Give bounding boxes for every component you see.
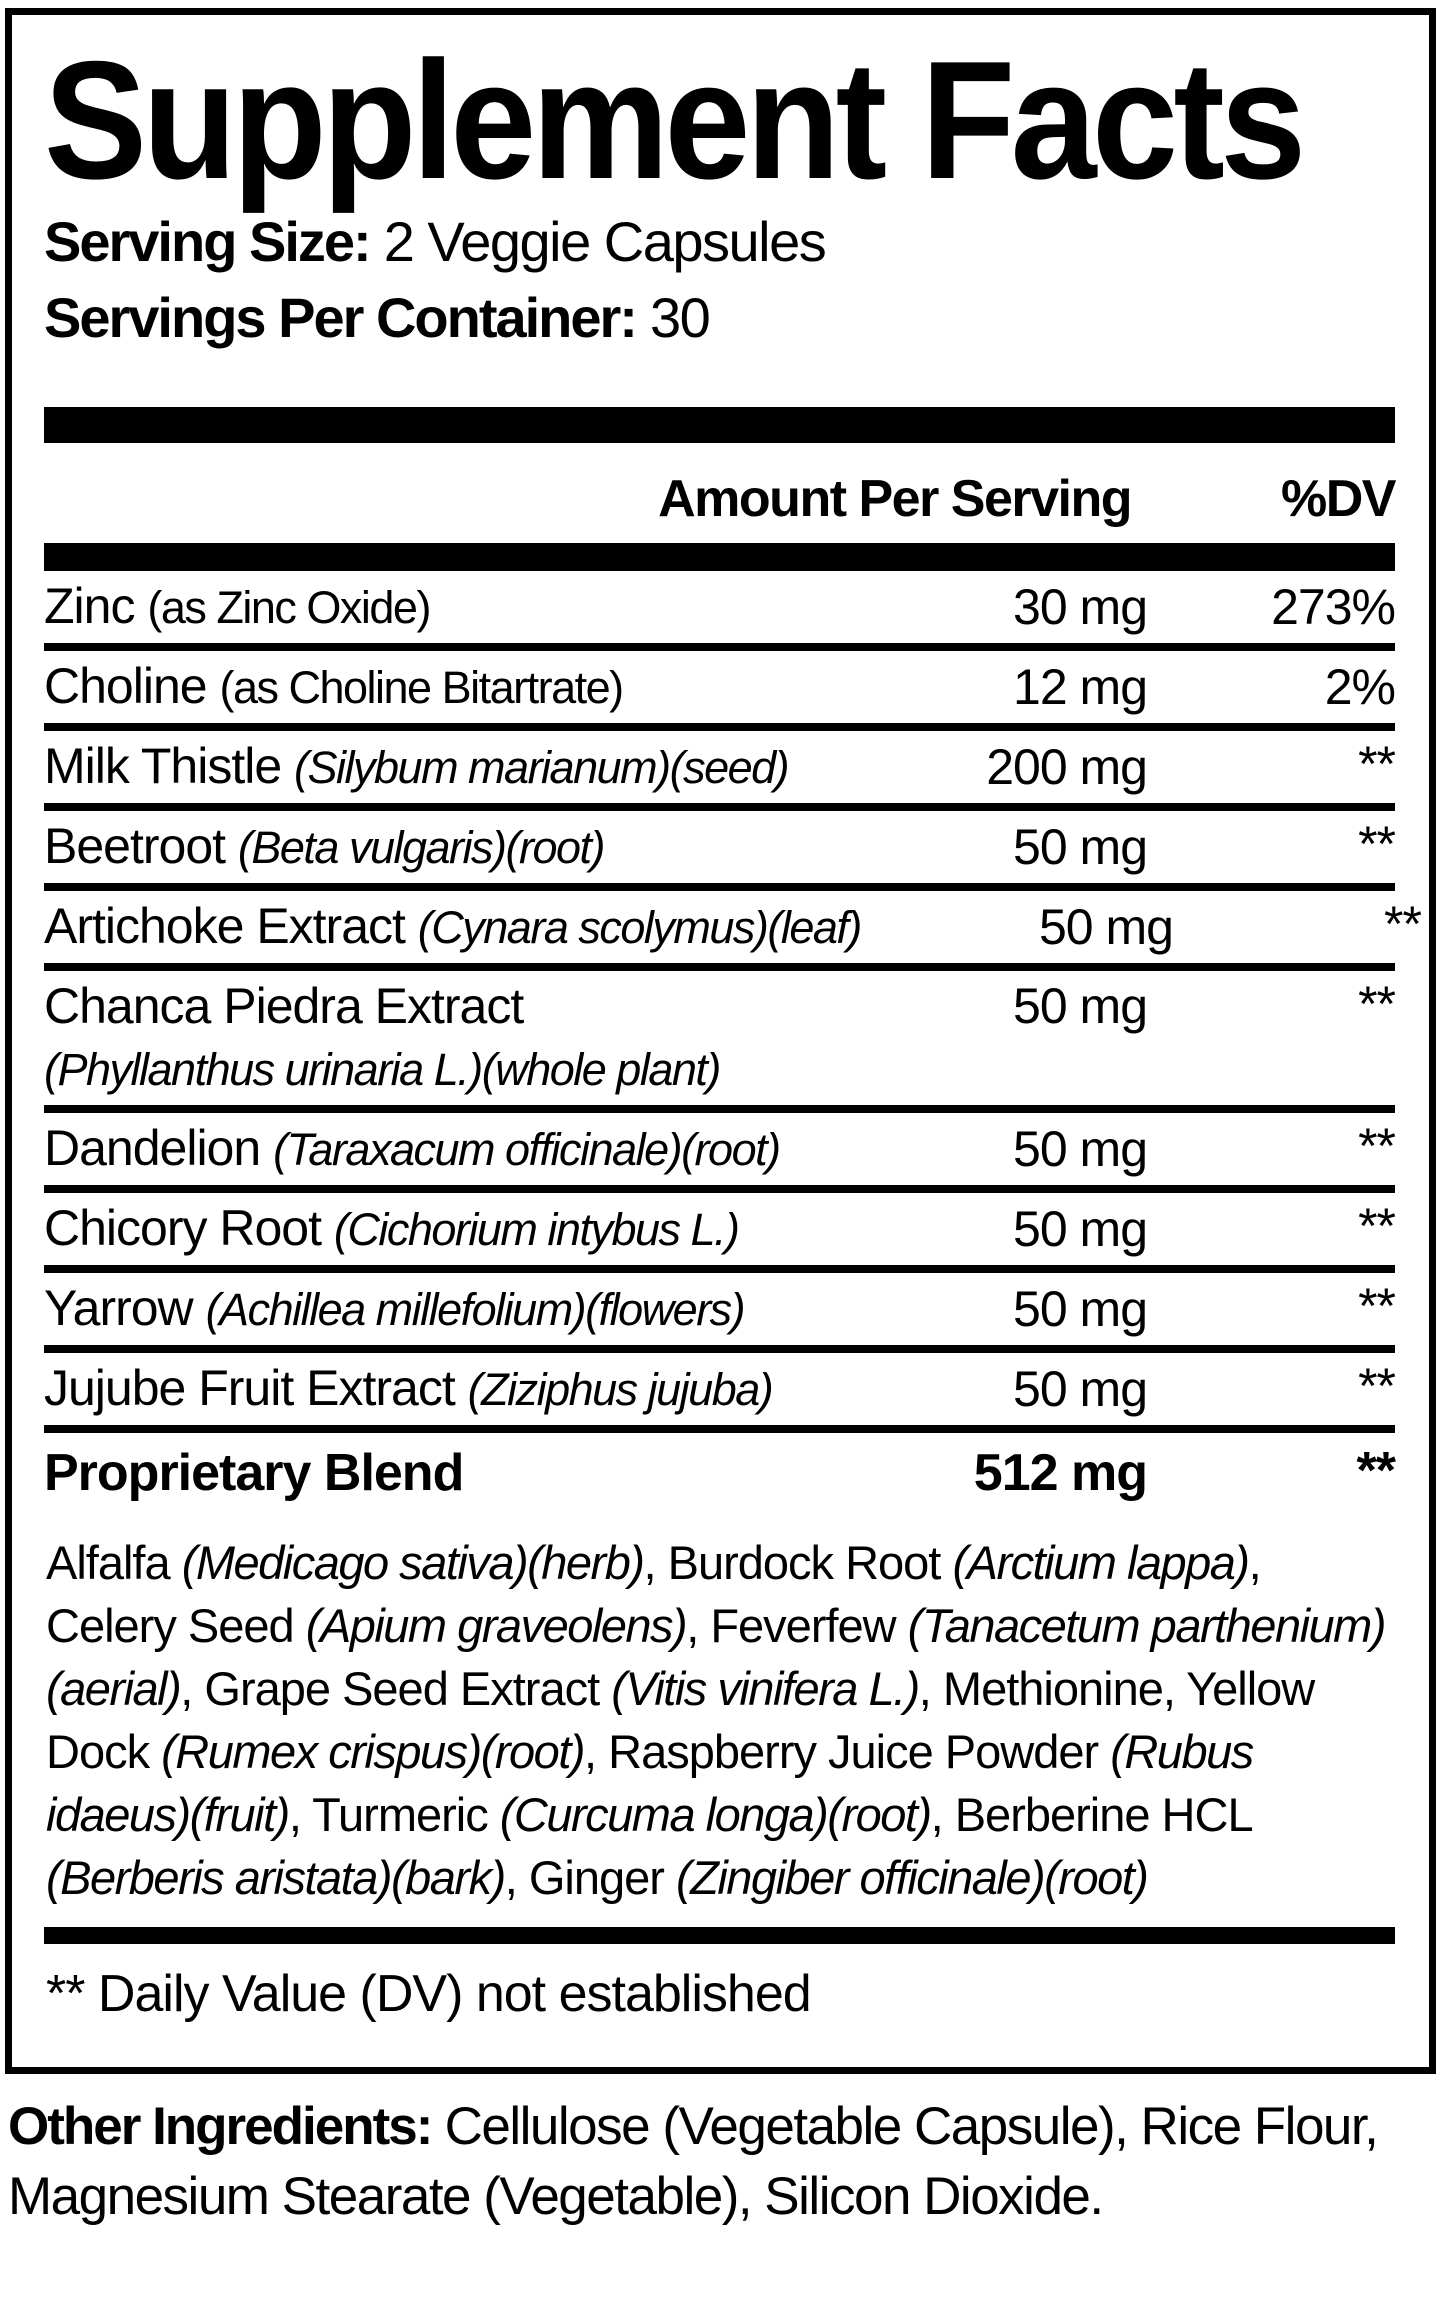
ingredient-dv: ** — [1358, 1197, 1395, 1254]
ingredient-amount: 512 mg — [973, 1443, 1147, 1502]
ingredient-dv: ** — [1358, 1357, 1395, 1414]
table-row-jujube — [44, 1353, 1395, 1425]
ingredient-dv: 273% — [1271, 578, 1395, 635]
row-divider — [44, 643, 1395, 651]
blend-latin-name: (Medicago sativa)(herb) — [181, 1535, 644, 1589]
table-row-chanca-piedra — [44, 971, 1395, 1105]
ingredient-amount: 50 mg — [1013, 818, 1147, 875]
ingredient-name: Chicory Root — [44, 1199, 334, 1256]
blend-segment: , Berberine HCL — [930, 1787, 1251, 1841]
ingredient-amount: 200 mg — [986, 738, 1147, 795]
serving-size-label: Serving Size: — [44, 209, 370, 273]
divider-bar-footnote — [44, 1927, 1395, 1944]
blend-segment: , Ginger — [504, 1850, 676, 1904]
ingredient-amount: 50 mg — [1013, 1280, 1147, 1337]
ingredient-latin-name: (Ziziphus jujuba) — [467, 1363, 773, 1415]
blend-latin-name: (Berberis aristata)(bark) — [46, 1850, 505, 1904]
ingredient-amount: 50 mg — [1013, 1360, 1147, 1417]
blend-segment: , Methionine, Yellow Dock — [46, 1661, 1315, 1778]
blend-segment: , Burdock Root — [643, 1535, 953, 1589]
header-percent-dv: %DV — [1281, 469, 1395, 528]
table-row-proprietary-blend — [44, 1433, 1395, 1505]
row-divider — [44, 1265, 1395, 1273]
ingredient-amount: 50 mg — [1013, 1120, 1147, 1177]
ingredient-detail: (as Choline Bitartrate) — [219, 661, 623, 713]
row-divider — [44, 963, 1395, 971]
ingredient-name: Chanca Piedra Extract — [44, 977, 524, 1034]
row-divider — [44, 1185, 1395, 1193]
blend-segment: , Feverfew — [686, 1598, 908, 1652]
ingredient-dv: ** — [1358, 1277, 1395, 1334]
ingredient-amount: 50 mg — [1013, 977, 1147, 1034]
ingredient-dv: ** — [1358, 1117, 1395, 1174]
serving-size-line — [44, 207, 1395, 277]
ingredient-name: Yarrow — [44, 1279, 206, 1336]
table-header-row — [44, 443, 1395, 543]
table-row-yarrow — [44, 1273, 1395, 1345]
row-divider — [44, 1105, 1395, 1113]
other-ingredients — [8, 2092, 1440, 2232]
table-row-artichoke — [44, 891, 1421, 963]
daily-value-footnote: ** Daily Value (DV) not established — [46, 1964, 811, 2023]
blend-segment: , Celery Seed — [46, 1535, 1261, 1652]
table-row-dandelion — [44, 1113, 1395, 1185]
ingredient-amount: 50 mg — [1013, 1200, 1147, 1257]
ingredient-name: Milk Thistle — [44, 737, 295, 794]
row-divider — [44, 1345, 1395, 1353]
table-row-zinc — [44, 571, 1395, 643]
divider-bar-header — [44, 543, 1395, 571]
row-divider — [44, 723, 1395, 731]
ingredient-latin-name: (Cichorium intybus L.) — [333, 1203, 739, 1255]
ingredient-name: Choline — [44, 657, 220, 714]
ingredient-amount: 50 mg — [1038, 898, 1173, 955]
ingredient-dv: ** — [1358, 815, 1395, 872]
blend-segment: Alfalfa — [46, 1535, 182, 1589]
ingredient-dv: ** — [1358, 735, 1395, 792]
ingredient-name: Jujube Fruit Extract — [44, 1359, 468, 1416]
ingredient-dv: ** — [1383, 895, 1421, 952]
supplement-facts-panel — [5, 8, 1436, 2074]
ingredient-dv: ** — [1356, 1441, 1395, 1500]
serving-size-value: 2 Veggie Capsules — [369, 209, 826, 273]
ingredient-detail: (as Zinc Oxide) — [147, 581, 430, 633]
ingredient-latin-name: (Beta vulgaris)(root) — [237, 821, 605, 873]
blend-latin-name: (Rumex crispus)(root) — [161, 1724, 585, 1778]
ingredient-name: Dandelion — [44, 1119, 274, 1176]
table-row-choline — [44, 651, 1395, 723]
blend-latin-name: (Apium graveolens) — [305, 1598, 687, 1652]
ingredient-dv: 2% — [1324, 658, 1395, 715]
ingredient-latin-name: (Phyllanthus urinaria L.)(whole plant) — [44, 1043, 720, 1095]
panel-title: Supplement Facts — [44, 26, 1302, 214]
ingredient-latin-name: (Silybum marianum)(seed) — [294, 741, 789, 793]
divider-bar-top — [44, 407, 1395, 443]
other-ingredients-label: Other Ingredients: — [8, 2097, 432, 2156]
ingredient-latin-name: (Taraxacum officinale)(root) — [273, 1123, 780, 1175]
ingredient-name: Artichoke Extract — [44, 897, 418, 954]
ingredient-latin-name: (Achillea millefolium)(flowers) — [205, 1283, 745, 1335]
other-ingredients-text: Cellulose (Vegetable Capsule), Rice Flour, Magnesium Stearate (Vegetable), Silicon Dioxide. — [8, 2097, 1378, 2226]
ingredient-dv: ** — [1358, 975, 1395, 1032]
blend-latin-name: (Arctium lappa) — [952, 1535, 1249, 1589]
servings-per-container-value: 30 — [635, 285, 710, 349]
blend-latin-name: (Tanacetum parthenium)(aerial) — [46, 1598, 1385, 1715]
blend-latin-name: (Vitis vinifera L.) — [611, 1661, 919, 1715]
blend-segment: , Raspberry Juice Powder — [584, 1724, 1111, 1778]
servings-per-container-label: Servings Per Container: — [44, 285, 636, 349]
ingredient-name: Zinc — [44, 577, 148, 634]
ingredient-name: Beetroot — [44, 817, 238, 874]
table-row-chicory — [44, 1193, 1395, 1265]
table-row-milk-thistle — [44, 731, 1395, 803]
blend-latin-name: (Rubus idaeus)(fruit) — [46, 1724, 1253, 1841]
proprietary-blend-ingredients — [44, 1505, 1395, 1927]
ingredient-latin-name: (Cynara scolymus)(leaf) — [417, 901, 861, 953]
row-divider — [44, 1425, 1395, 1433]
ingredient-amount: 30 mg — [1013, 578, 1147, 635]
row-divider — [44, 803, 1395, 811]
blend-segment: , Turmeric — [288, 1787, 500, 1841]
header-amount-per-serving: Amount Per Serving — [658, 469, 1131, 528]
servings-per-container-line — [44, 283, 1395, 353]
row-divider — [44, 883, 1395, 891]
table-row-beetroot — [44, 811, 1395, 883]
ingredient-name: Proprietary Blend — [44, 1443, 464, 1502]
ingredient-amount: 12 mg — [1013, 658, 1147, 715]
blend-latin-name: (Curcuma longa)(root) — [499, 1787, 931, 1841]
blend-segment: , Grape Seed Extract — [180, 1661, 612, 1715]
blend-latin-name: (Zingiber officinale)(root) — [675, 1850, 1148, 1904]
